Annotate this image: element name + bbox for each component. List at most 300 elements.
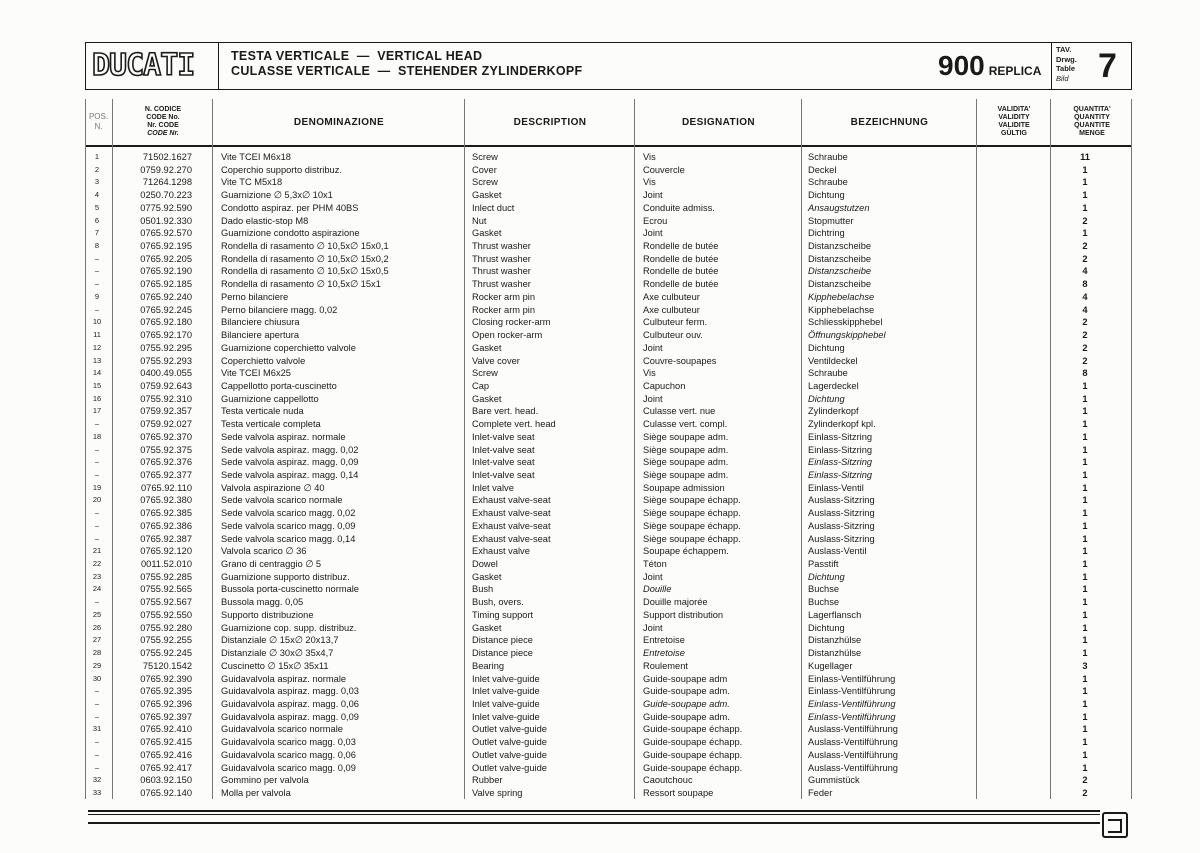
qty-head-3: QUANTITE <box>1074 122 1110 129</box>
part-qty: 1 <box>1082 406 1088 417</box>
part-name-it: Perno bilanciere magg. 0,02 <box>221 304 338 315</box>
part-name-it: Cuscinetto ∅ 15x∅ 35x11 <box>221 660 329 671</box>
part-name-it: Guarnizione cop. supp. distribuz. <box>221 622 357 633</box>
part-code: 71264.1298 <box>142 177 192 188</box>
part-code: 0765.92.170 <box>140 330 192 341</box>
part-code: 0765.92.195 <box>140 241 192 252</box>
part-pos: 21 <box>92 546 102 556</box>
part-name-de: Schraube <box>808 368 848 379</box>
table-row <box>0 291 1200 304</box>
part-pos: 10 <box>92 317 102 327</box>
part-name-en: Exhaust valve <box>472 546 530 557</box>
part-pos: 3 <box>94 177 100 187</box>
part-name-de: Dichtung <box>808 342 845 353</box>
part-qty: 1 <box>1082 724 1088 735</box>
part-name-en: Distance piece <box>472 635 533 646</box>
table-row <box>0 482 1200 495</box>
part-name-fr: Siège soupape adm. <box>643 457 729 468</box>
part-name-de: Dichtung <box>808 393 845 404</box>
tav-label: TAV. <box>1056 45 1072 54</box>
part-name-de: Feder <box>808 788 833 798</box>
part-name-de: Auslass-Ventilführung <box>808 724 898 735</box>
pos-head-2: N. <box>94 122 103 131</box>
part-name-fr: Guide-soupape adm. <box>643 711 730 722</box>
qty-head-1: QUANTITA' <box>1073 106 1111 113</box>
part-qty: 1 <box>1082 177 1088 188</box>
part-qty: 2 <box>1082 342 1088 353</box>
part-name-fr: Joint <box>643 571 663 582</box>
table-row <box>0 507 1200 520</box>
part-name-en: Distance piece <box>472 648 533 659</box>
part-code: 0755.92.285 <box>140 571 192 582</box>
part-code: 0765.92.185 <box>140 279 192 290</box>
part-name-de: Auslass-Ventil <box>808 546 867 557</box>
part-name-de: Auslass-Sitzring <box>808 495 875 506</box>
table-row <box>0 355 1200 368</box>
part-name-fr: Rondelle de butée <box>643 266 719 277</box>
ducati-d-icon <box>1102 812 1128 838</box>
part-name-it: Supporto distribuzione <box>221 609 314 620</box>
col-head-it <box>212 99 465 145</box>
part-name-fr: Siège soupape échapp. <box>643 533 741 544</box>
table-row <box>0 418 1200 431</box>
table-row <box>0 176 1200 189</box>
part-code: 0755.92.567 <box>140 597 192 608</box>
header-rule <box>85 145 1132 147</box>
code-head-2: CODE No. <box>146 114 180 121</box>
part-pos: – <box>94 597 100 607</box>
table-row <box>0 647 1200 660</box>
part-name-de: Auslass-Ventilführung <box>808 762 898 773</box>
part-qty: 1 <box>1082 457 1088 468</box>
part-qty: 2 <box>1082 215 1088 226</box>
col-head-it-label: DENOMINAZIONE <box>293 116 385 128</box>
part-pos: – <box>94 762 100 772</box>
table-label: Table <box>1056 64 1076 73</box>
part-name-de: Einlass-Sitzring <box>808 431 873 442</box>
part-name-en: Rocker arm pin <box>472 291 536 302</box>
part-name-fr: Entretoise <box>643 635 685 646</box>
part-name-it: Coperchietto valvole <box>221 355 306 366</box>
part-name-fr: Conduite admiss. <box>643 202 715 213</box>
table-row <box>0 571 1200 584</box>
part-name-fr: Siège soupape échapp. <box>643 508 741 519</box>
part-code: 0011.52.010 <box>140 559 192 570</box>
part-name-fr: Siège soupape adm. <box>643 470 729 480</box>
part-qty: 8 <box>1082 279 1088 290</box>
part-pos: 7 <box>94 228 100 238</box>
part-name-en: Inlect duct <box>472 202 515 213</box>
part-code: 0765.92.205 <box>140 253 192 264</box>
part-name-it: Sede valvola aspiraz. magg. 0,02 <box>221 444 359 455</box>
table-row <box>0 202 1200 215</box>
part-pos: – <box>94 457 100 467</box>
part-name-fr: Téton <box>643 559 667 570</box>
part-qty: 1 <box>1082 686 1088 697</box>
part-pos: – <box>94 737 100 747</box>
col-head-fr-label: DESIGNATION <box>681 116 756 128</box>
part-name-fr: Douille <box>643 584 672 595</box>
part-code: 0250.70.223 <box>140 190 192 201</box>
table-row <box>0 278 1200 291</box>
part-name-en: Gasket <box>472 342 502 353</box>
part-qty: 2 <box>1082 317 1088 328</box>
part-name-it: Sede valvola aspiraz. magg. 0,09 <box>221 457 359 468</box>
part-pos: – <box>94 470 100 479</box>
part-name-it: Sede valvola scarico normale <box>221 495 343 506</box>
part-pos: – <box>94 520 100 530</box>
part-name-fr: Joint <box>643 228 663 239</box>
footer-rule <box>88 810 1100 812</box>
part-name-fr: Soupape admission <box>643 482 725 493</box>
table-row <box>0 698 1200 711</box>
part-pos: – <box>94 698 100 708</box>
part-name-it: Guidavalvola scarico magg. 0,06 <box>221 749 356 760</box>
part-name-en: Rubber <box>472 775 503 786</box>
part-qty: 1 <box>1082 559 1088 570</box>
part-qty: 1 <box>1082 508 1088 519</box>
part-name-it: Cappellotto porta-cuscinetto <box>221 380 337 391</box>
table-row <box>0 444 1200 457</box>
part-code: 0755.92.550 <box>140 609 192 620</box>
part-qty: 1 <box>1082 762 1088 773</box>
part-name-de: Distanzscheibe <box>808 266 872 277</box>
part-name-de: Passtift <box>808 559 839 570</box>
part-pos: – <box>94 686 100 696</box>
ducati-logo: DUCATI <box>92 48 195 83</box>
part-code: 0765.92.386 <box>140 520 192 531</box>
part-code: 0765.92.410 <box>140 724 192 735</box>
part-name-en: Nut <box>472 215 487 226</box>
part-code: 0765.92.570 <box>140 228 192 239</box>
part-name-fr: Axe culbuteur <box>643 291 700 302</box>
part-code: 75120.1542 <box>142 660 192 671</box>
part-qty: 4 <box>1082 291 1088 302</box>
part-name-de: Auslass-Sitzring <box>808 508 875 519</box>
part-name-fr: Vis <box>643 177 656 188</box>
footer-rule <box>88 814 1100 815</box>
part-qty: 1 <box>1082 698 1088 709</box>
table-row <box>0 685 1200 698</box>
part-name-en: Inlet-valve seat <box>472 457 535 468</box>
part-name-it: Sede valvola scarico magg. 0,09 <box>221 520 356 531</box>
part-pos: 14 <box>92 368 102 378</box>
part-name-de: Ansaugstutzen <box>808 202 870 213</box>
part-name-it: Grano di centraggio ∅ 5 <box>221 559 322 570</box>
part-qty: 2 <box>1082 241 1088 252</box>
part-pos: 19 <box>92 482 102 492</box>
part-code: 0765.92.180 <box>140 317 192 328</box>
part-name-de: Buchse <box>808 584 840 595</box>
part-qty: 1 <box>1082 482 1088 493</box>
part-name-en: Outlet valve-guide <box>472 749 547 760</box>
part-name-de: Dichtung <box>808 190 845 201</box>
part-name-fr: Siège soupape échapp. <box>643 495 741 506</box>
part-name-de: Auslass-Sitzring <box>808 520 875 531</box>
part-name-en: Gasket <box>472 228 502 239</box>
model-suffix: REPLICA <box>988 64 1042 78</box>
part-name-it: Guidavalvola scarico normale <box>221 724 343 735</box>
col-head-de <box>801 99 977 145</box>
part-name-fr: Couvercle <box>643 164 685 175</box>
part-name-fr: Guide-soupape échapp. <box>643 724 743 735</box>
part-name-it: Distanziale ∅ 30x∅ 35x4,7 <box>221 648 334 659</box>
part-name-fr: Rondelle de butée <box>643 241 719 252</box>
part-qty: 1 <box>1082 431 1088 442</box>
part-pos: – <box>94 749 100 759</box>
part-name-en: Rocker arm pin <box>472 304 536 315</box>
part-pos: 17 <box>92 406 102 416</box>
part-name-fr: Siège soupape échapp. <box>643 520 741 531</box>
part-name-de: Schraube <box>808 152 848 162</box>
part-code: 0765.92.120 <box>140 546 192 557</box>
part-name-de: Einlass-Sitzring <box>808 470 873 480</box>
part-name-fr: Ecrou <box>643 215 668 226</box>
part-code: 0759.92.357 <box>140 406 192 417</box>
part-name-en: Closing rocker-arm <box>472 317 551 328</box>
table-row <box>0 494 1200 507</box>
part-code: 0400.49.055 <box>140 368 192 379</box>
code-head-4: CODE Nr. <box>147 130 179 137</box>
table-row <box>0 431 1200 444</box>
part-code: 71502.1627 <box>142 152 192 162</box>
part-name-en: Inlet valve-guide <box>472 686 540 697</box>
part-code: 0603.92.150 <box>140 775 192 786</box>
part-name-en: Thrust washer <box>472 279 531 290</box>
part-code: 0755.92.245 <box>140 648 192 659</box>
part-code: 0755.92.310 <box>140 393 192 404</box>
title-line-1: TESTA VERTICALE — VERTICAL HEAD <box>231 49 483 63</box>
part-pos: 29 <box>92 660 102 670</box>
part-name-de: Stopmutter <box>808 215 854 226</box>
table-row <box>0 749 1200 762</box>
table-row <box>0 723 1200 736</box>
part-pos: – <box>94 444 100 454</box>
part-qty: 1 <box>1082 190 1088 201</box>
table-number: 7 <box>1098 47 1117 85</box>
part-name-fr: Culasse vert. nue <box>643 406 716 417</box>
part-pos: – <box>94 266 100 276</box>
part-qty: 11 <box>1080 152 1090 162</box>
part-qty: 1 <box>1082 635 1088 646</box>
part-code: 0755.92.375 <box>140 444 192 455</box>
part-name-it: Distanziale ∅ 15x∅ 20x13,7 <box>221 635 339 646</box>
part-name-en: Thrust washer <box>472 253 531 264</box>
part-qty: 1 <box>1082 444 1088 455</box>
drwg-label: Drwg. <box>1056 54 1077 64</box>
part-pos: 2 <box>94 164 100 174</box>
table-row <box>0 164 1200 177</box>
footer-rule <box>88 822 1100 824</box>
table-row <box>0 520 1200 533</box>
part-name-en: Screw <box>472 368 498 379</box>
part-name-fr: Support distribution <box>643 609 724 620</box>
part-qty: 1 <box>1082 609 1088 620</box>
part-qty: 1 <box>1082 380 1088 391</box>
table-row <box>0 558 1200 571</box>
table-row <box>0 405 1200 418</box>
part-name-en: Exhaust valve-seat <box>472 495 551 506</box>
table-row <box>0 533 1200 546</box>
part-name-fr: Joint <box>643 622 663 633</box>
part-code: 0765.92.377 <box>140 470 192 480</box>
table-row <box>0 342 1200 355</box>
part-name-fr: Roulement <box>643 660 688 671</box>
part-name-it: Bilanciere apertura <box>221 330 300 341</box>
part-pos: 15 <box>92 380 102 390</box>
part-qty: 1 <box>1082 711 1088 722</box>
table-row <box>0 215 1200 228</box>
part-name-en: Outlet valve-guide <box>472 724 547 735</box>
part-name-de: Schliesskipphebel <box>808 317 883 328</box>
part-pos: – <box>94 508 100 518</box>
part-name-de: Distanzhülse <box>808 648 862 659</box>
part-name-de: Dichtring <box>808 228 845 239</box>
part-pos: 11 <box>93 330 101 340</box>
part-name-it: Valvola scarico ∅ 36 <box>221 546 307 557</box>
part-name-de: Auslass-Sitzring <box>808 533 875 544</box>
part-name-de: Öffnungskipphebel <box>808 330 886 341</box>
part-qty: 1 <box>1082 228 1088 239</box>
qty-head-4: MENGE <box>1079 130 1105 137</box>
part-code: 0765.92.385 <box>140 508 192 519</box>
part-qty: 2 <box>1082 355 1088 366</box>
part-name-it: Gommino per valvola <box>221 775 309 786</box>
part-name-it: Guidavalvola aspiraz. magg. 0,06 <box>221 698 359 709</box>
part-name-fr: Guide-soupape adm. <box>643 698 730 709</box>
part-name-de: Lagerflansch <box>808 609 862 620</box>
part-name-fr: Rondelle de butée <box>643 253 719 264</box>
col-head-en <box>464 99 635 145</box>
table-row <box>0 393 1200 406</box>
part-qty: 2 <box>1082 253 1088 264</box>
part-pos: 27 <box>92 635 102 645</box>
part-name-it: Guidavalvola scarico magg. 0,09 <box>221 762 356 773</box>
part-name-fr: Joint <box>643 393 663 404</box>
part-pos: 32 <box>92 775 102 785</box>
part-name-en: Thrust washer <box>472 241 531 252</box>
part-pos: 31 <box>92 724 102 734</box>
part-name-fr: Guide-soupape adm <box>643 673 728 684</box>
part-name-en: Gasket <box>472 393 502 404</box>
header-frame <box>85 42 1132 90</box>
model-number: 900 <box>938 50 985 81</box>
part-name-fr: Rondelle de butée <box>643 279 719 290</box>
table-number-cell <box>1051 43 1132 89</box>
part-name-fr: Culbuteur ouv. <box>643 330 703 341</box>
part-name-fr: Ressort soupape <box>643 788 714 798</box>
part-pos: 23 <box>92 571 102 581</box>
part-code: 0755.92.293 <box>140 355 192 366</box>
part-name-de: Einlass-Ventilführung <box>808 698 896 709</box>
part-name-it: Sede valvola scarico magg. 0,14 <box>221 533 356 544</box>
part-code: 0765.92.417 <box>140 762 192 773</box>
validity-head-4: GÜLTIG <box>1001 130 1027 137</box>
part-name-fr: Soupape échappem. <box>643 546 729 557</box>
part-name-en: Valve cover <box>472 355 520 366</box>
part-name-en: Screw <box>472 177 498 188</box>
part-name-it: Rondella di rasamento ∅ 10,5x∅ 15x0,1 <box>221 241 389 252</box>
title-block <box>231 49 582 79</box>
part-name-it: Rondella di rasamento ∅ 10,5x∅ 15x1 <box>221 279 381 290</box>
part-name-it: Rondella di rasamento ∅ 10,5x∅ 15x0,5 <box>221 266 389 277</box>
part-name-en: Inlet valve-guide <box>472 711 540 722</box>
table-row <box>0 456 1200 469</box>
part-name-de: Auslass-Ventilführung <box>808 749 898 760</box>
part-name-de: Dichtung <box>808 571 845 582</box>
part-pos: – <box>94 253 100 263</box>
part-name-en: Exhaust valve-seat <box>472 520 551 531</box>
part-name-it: Rondella di rasamento ∅ 10,5x∅ 15x0,2 <box>221 253 389 264</box>
col-head-validity <box>976 99 1051 145</box>
part-code: 0501.92.330 <box>140 215 192 226</box>
part-name-en: Screw <box>472 152 498 162</box>
part-name-en: Gasket <box>472 571 502 582</box>
part-pos: – <box>94 304 100 314</box>
part-name-en: Exhaust valve-seat <box>472 508 551 519</box>
title-line-2: CULASSE VERTICALE — STEHENDER ZYLINDERKOPF <box>231 64 583 78</box>
part-name-en: Exhaust valve-seat <box>472 533 551 544</box>
part-code: 0765.92.140 <box>140 788 192 798</box>
part-name-en: Inlet-valve seat <box>472 470 535 480</box>
part-pos: – <box>94 419 100 429</box>
part-name-en: Bearing <box>472 660 505 671</box>
part-name-it: Vite TCEI M6x18 <box>221 152 291 162</box>
part-name-de: Buchse <box>808 597 840 608</box>
part-qty: 4 <box>1082 266 1088 277</box>
part-qty: 1 <box>1082 749 1088 760</box>
table-row <box>0 609 1200 622</box>
part-name-en: Outlet valve-guide <box>472 737 547 748</box>
qty-head-2: QUANTITY <box>1074 114 1110 121</box>
table-row <box>0 316 1200 329</box>
part-name-fr: Guide-soupape échapp. <box>643 737 743 748</box>
part-qty: 2 <box>1082 775 1088 786</box>
part-pos: 33 <box>92 788 102 797</box>
part-pos: 24 <box>92 584 102 594</box>
table-row <box>0 673 1200 686</box>
table-row <box>0 545 1200 558</box>
table-row <box>0 265 1200 278</box>
part-qty: 1 <box>1082 673 1088 684</box>
part-name-fr: Joint <box>643 342 663 353</box>
part-name-fr: Capuchon <box>643 380 686 391</box>
part-pos: 12 <box>92 342 102 352</box>
code-head-3: Nr. CODE <box>147 122 179 129</box>
part-name-it: Guidavalvola aspiraz. magg. 0,09 <box>221 711 359 722</box>
part-name-fr: Guide-soupape échapp. <box>643 762 743 773</box>
part-name-de: Distanzscheibe <box>808 241 872 252</box>
col-head-de-label: BEZEICHNUNG <box>850 116 929 128</box>
part-qty: 1 <box>1082 533 1088 544</box>
part-name-en: Inlet-valve seat <box>472 444 535 455</box>
part-name-de: Ventildeckel <box>808 355 858 366</box>
table-row <box>0 787 1200 800</box>
validity-head-3: VALIDITE <box>998 122 1030 129</box>
part-name-en: Cover <box>472 164 497 175</box>
part-pos: 6 <box>94 215 100 225</box>
part-code: 0765.92.370 <box>140 431 192 442</box>
part-name-en: Inlet valve <box>472 482 514 493</box>
part-name-en: Complete vert. head <box>472 419 556 430</box>
part-pos: 22 <box>92 559 102 569</box>
part-qty: 1 <box>1082 520 1088 531</box>
part-name-de: Kipphebelachse <box>808 304 875 315</box>
part-name-fr: Entretoise <box>643 648 685 659</box>
part-name-it: Coperchio supporto distribuz. <box>221 164 342 175</box>
part-pos: 4 <box>94 190 100 200</box>
part-name-it: Condotto aspiraz. per PHM 40BS <box>221 202 359 213</box>
